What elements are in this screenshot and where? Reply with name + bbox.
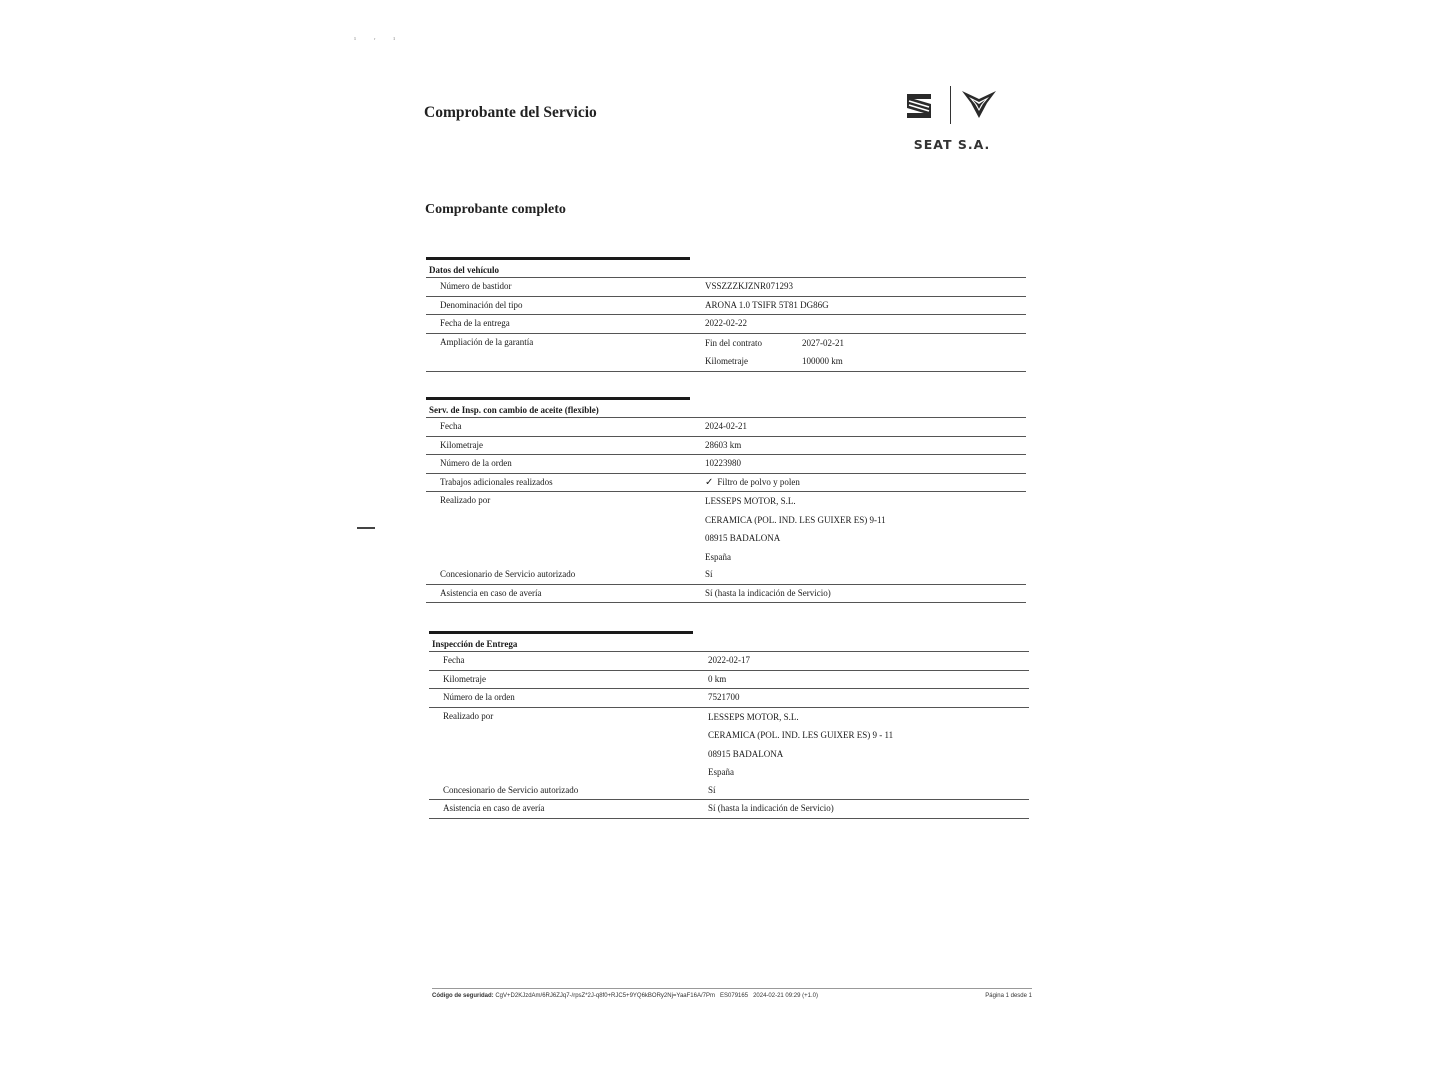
row-value: ✓ Filtro de polvo y polen	[705, 476, 800, 488]
address-line: 08915 BADALONA	[708, 748, 784, 759]
section-title: Inspección de Entrega	[432, 639, 518, 649]
timestamp: 2024-02-21 09:29 (+1.0)	[753, 993, 818, 999]
warranty-end: Fin del contrato 2027-02-21	[705, 337, 844, 348]
security-code: CgV+D2KJzdAm/6RJ6ZJq7-/rpsZ*2J-q8f0+RJC5+9YQ6kBORy2Nj=YaaF16A/7Pm	[495, 993, 715, 999]
row-value: ARONA 1.0 TSIFR 5T81 DG86G	[705, 299, 829, 310]
address-line: LESSEPS MOTOR, S.L.	[705, 496, 796, 506]
section-service-inspection	[426, 397, 1026, 603]
section-end-rule	[426, 602, 1026, 603]
row-label: Fecha	[440, 421, 462, 431]
row-value: 28603 km	[705, 439, 742, 450]
table-row-extra-work	[426, 473, 1026, 492]
row-label: Fecha	[443, 655, 465, 665]
address-line: España	[708, 767, 734, 777]
row-label: Realizado por	[443, 710, 494, 721]
row-value: Sí	[708, 784, 716, 795]
row-label: Fecha de la entrega	[440, 318, 510, 328]
row-value: Sí (hasta la indicación de Servicio)	[708, 803, 834, 813]
row-label: Concesionario de Servicio autorizado	[440, 569, 576, 579]
row-value: 2022-02-22	[705, 318, 747, 328]
document-footer	[432, 988, 1032, 1005]
address-line: España	[705, 551, 731, 562]
brand-logo	[903, 84, 999, 154]
row-value	[705, 334, 1026, 371]
table-row	[429, 799, 1029, 818]
row-label: Ampliación de la garantía	[440, 336, 534, 347]
address-line: 08915 BADALONA	[705, 533, 781, 543]
address-line: CERAMICA (POL. IND. LES GUIXER ES) 9-11	[705, 514, 886, 525]
row-label: Asistencia en caso de avería	[440, 587, 542, 598]
table-row	[429, 782, 1029, 800]
row-label: Trabajos adicionales realizados	[440, 476, 553, 487]
row-value	[708, 708, 1029, 782]
table-row-performed-by	[429, 707, 1029, 782]
table-row	[429, 670, 1029, 689]
document-title: Comprobante del Servicio	[424, 104, 597, 121]
row-value: 2022-02-17	[708, 655, 750, 665]
seat-logo-icon	[905, 93, 933, 119]
row-label: Kilometraje	[443, 673, 486, 684]
row-label: Número de bastidor	[440, 281, 512, 291]
document-subtitle: Comprobante completo	[425, 202, 566, 217]
row-label: Asistencia en caso de avería	[443, 803, 545, 813]
row-label: Número de la orden	[440, 458, 512, 468]
scan-artifact-line	[357, 527, 375, 529]
table-row	[426, 296, 1026, 315]
warranty-km: Kilometraje 100000 km	[705, 356, 843, 366]
row-value: Sí	[705, 569, 713, 579]
table-row	[429, 688, 1029, 707]
table-row	[426, 277, 1026, 296]
row-value: 10223980	[705, 458, 741, 468]
checkmark-icon: ✓	[705, 476, 714, 488]
document-id: ES079165	[720, 993, 749, 999]
brand-name: SEAT S.A.	[913, 137, 991, 152]
table-row	[429, 651, 1029, 670]
row-value: 0 km	[708, 673, 727, 684]
page-number: Página 1 desde 1	[985, 993, 1032, 999]
table-row	[426, 436, 1026, 455]
row-value	[705, 492, 1026, 566]
table-row	[426, 584, 1026, 603]
address-line: LESSEPS MOTOR, S.L.	[708, 711, 799, 722]
table-row	[426, 454, 1026, 473]
row-label: Número de la orden	[443, 692, 515, 702]
row-label: Denominación del tipo	[440, 299, 523, 310]
row-value: Sí (hasta la indicación de Servicio)	[705, 587, 831, 598]
logo-divider	[950, 86, 951, 124]
table-row-performed-by	[426, 491, 1026, 566]
section-end-rule	[426, 371, 1026, 372]
cupra-logo-icon	[961, 89, 997, 119]
section-end-rule	[429, 818, 1029, 819]
section-delivery-inspection	[429, 631, 1029, 819]
row-label: Concesionario de Servicio autorizado	[443, 784, 579, 795]
table-row	[426, 417, 1026, 436]
row-label: Realizado por	[440, 495, 491, 505]
row-value: VSSZZZKJZNR071293	[705, 281, 794, 291]
address-line: CERAMICA (POL. IND. LES GUIXER ES) 9 - 11	[708, 730, 894, 740]
row-label: Kilometraje	[440, 439, 483, 450]
row-value: 2024-02-21	[705, 421, 747, 431]
row-value: 7521700	[708, 692, 740, 702]
table-row	[426, 566, 1026, 584]
table-row	[426, 314, 1026, 333]
section-title: Datos del vehículo	[429, 265, 500, 275]
section-title: Serv. de Insp. con cambio de aceite (flexible)	[429, 405, 599, 415]
scan-artifact: ¹ ʳ ¹	[354, 36, 404, 44]
table-row-warranty	[426, 333, 1026, 371]
section-vehicle-data	[426, 257, 1026, 372]
security-code-label: Código de seguridad:	[432, 993, 494, 999]
